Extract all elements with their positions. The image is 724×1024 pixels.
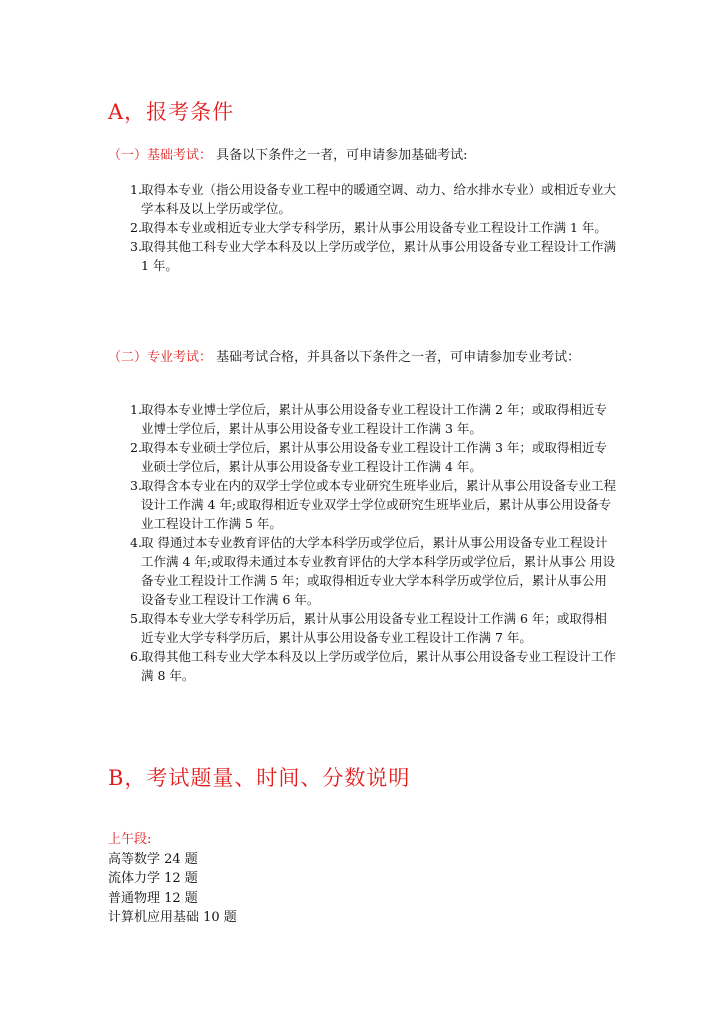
list-item: 3. 取得其他工科专业大学本科及以上学历或学位，累计从事公用设备专业工程设计工作满 1 年。 bbox=[130, 239, 617, 273]
professional-exam-label: （二）专业考试： bbox=[108, 350, 213, 365]
list-item: 4. 取 得通过本专业教育评估的大学本科学历或学位后，累计从事公用设备专业工程设计工作满 4 年;或取得未通过本专业教育评估的大学本科学历或学位后，累计从事公 用设备专业工程设计工作满 5 年；或取得相近专业大学本科学历或学位后，累计从事公用设备专业工程设计工作满 6 年。 bbox=[130, 535, 616, 607]
list-item: 1. 取得本专业博士学位后，累计从事公用设备专业工程设计工作满 2 年；或取得相近专业博士学位后，累计从事公用设备专业工程设计工作满 3 年。 bbox=[130, 402, 607, 436]
list-item: 2. 取得本专业或相近专业大学专科学历，累计从事公用设备专业工程设计工作满 1 年。 bbox=[130, 220, 607, 235]
morning-session bbox=[108, 830, 237, 928]
basic-exam-intro-text: 具备以下条件之一者，可申请参加基础考试: bbox=[216, 148, 468, 163]
section-b-heading: B，考试题量、时间、分数说明 bbox=[108, 766, 411, 790]
list-item: 1. 取得本专业（指公用设备专业工程中的暖通空调、动力、给水排水专业）或相近专业大学本科及以上学历或学位。 bbox=[130, 182, 617, 216]
professional-exam-intro-text: 基础考试合格，并具备以下条件之一者，可申请参加专业考试： bbox=[216, 350, 581, 365]
basic-conditions-list bbox=[108, 180, 616, 275]
subject-item: 普通物理 12 题 bbox=[108, 890, 198, 906]
list-item: 6. 取得其他工科专业大学本科及以上学历或学位后，累计从事公用设备专业工程设计工作满 8 年。 bbox=[130, 649, 617, 683]
professional-conditions-list bbox=[108, 400, 616, 685]
subject-item: 流体力学 12 题 bbox=[108, 871, 198, 886]
list-item: 2. 取得本专业硕士学位后，累计从事公用设备专业工程设计工作满 3 年；或取得相近专业硕士学位后，累计从事公用设备专业工程设计工作满 4 年。 bbox=[130, 440, 607, 474]
section-a-heading: A，报考条件 bbox=[108, 100, 235, 124]
basic-exam-intro bbox=[108, 145, 616, 166]
professional-exam-intro bbox=[108, 347, 616, 368]
basic-exam-label: （一）基础考试： bbox=[108, 148, 213, 163]
morning-session-label: 上午段: bbox=[108, 832, 152, 847]
subject-item: 计算机应用基础 10 题 bbox=[108, 910, 237, 925]
list-item: 3. 取得含本专业在内的双学士学位或本专业研究生班毕业后，累计从事公用设备专业工程设计工作满 4 年;或取得相近专业双学士学位或研究生班毕业后，累计从事公用设备专业工程设计工作满 5 年。 bbox=[130, 478, 617, 531]
subject-item: 高等数学 24 题 bbox=[108, 851, 198, 867]
list-item: 5. 取得本专业大学专科学历后，累计从事公用设备专业工程设计工作满 6 年；或取得相近专业大学专科学历后，累计从事公用设备专业工程设计工作满 7 年。 bbox=[130, 611, 607, 645]
